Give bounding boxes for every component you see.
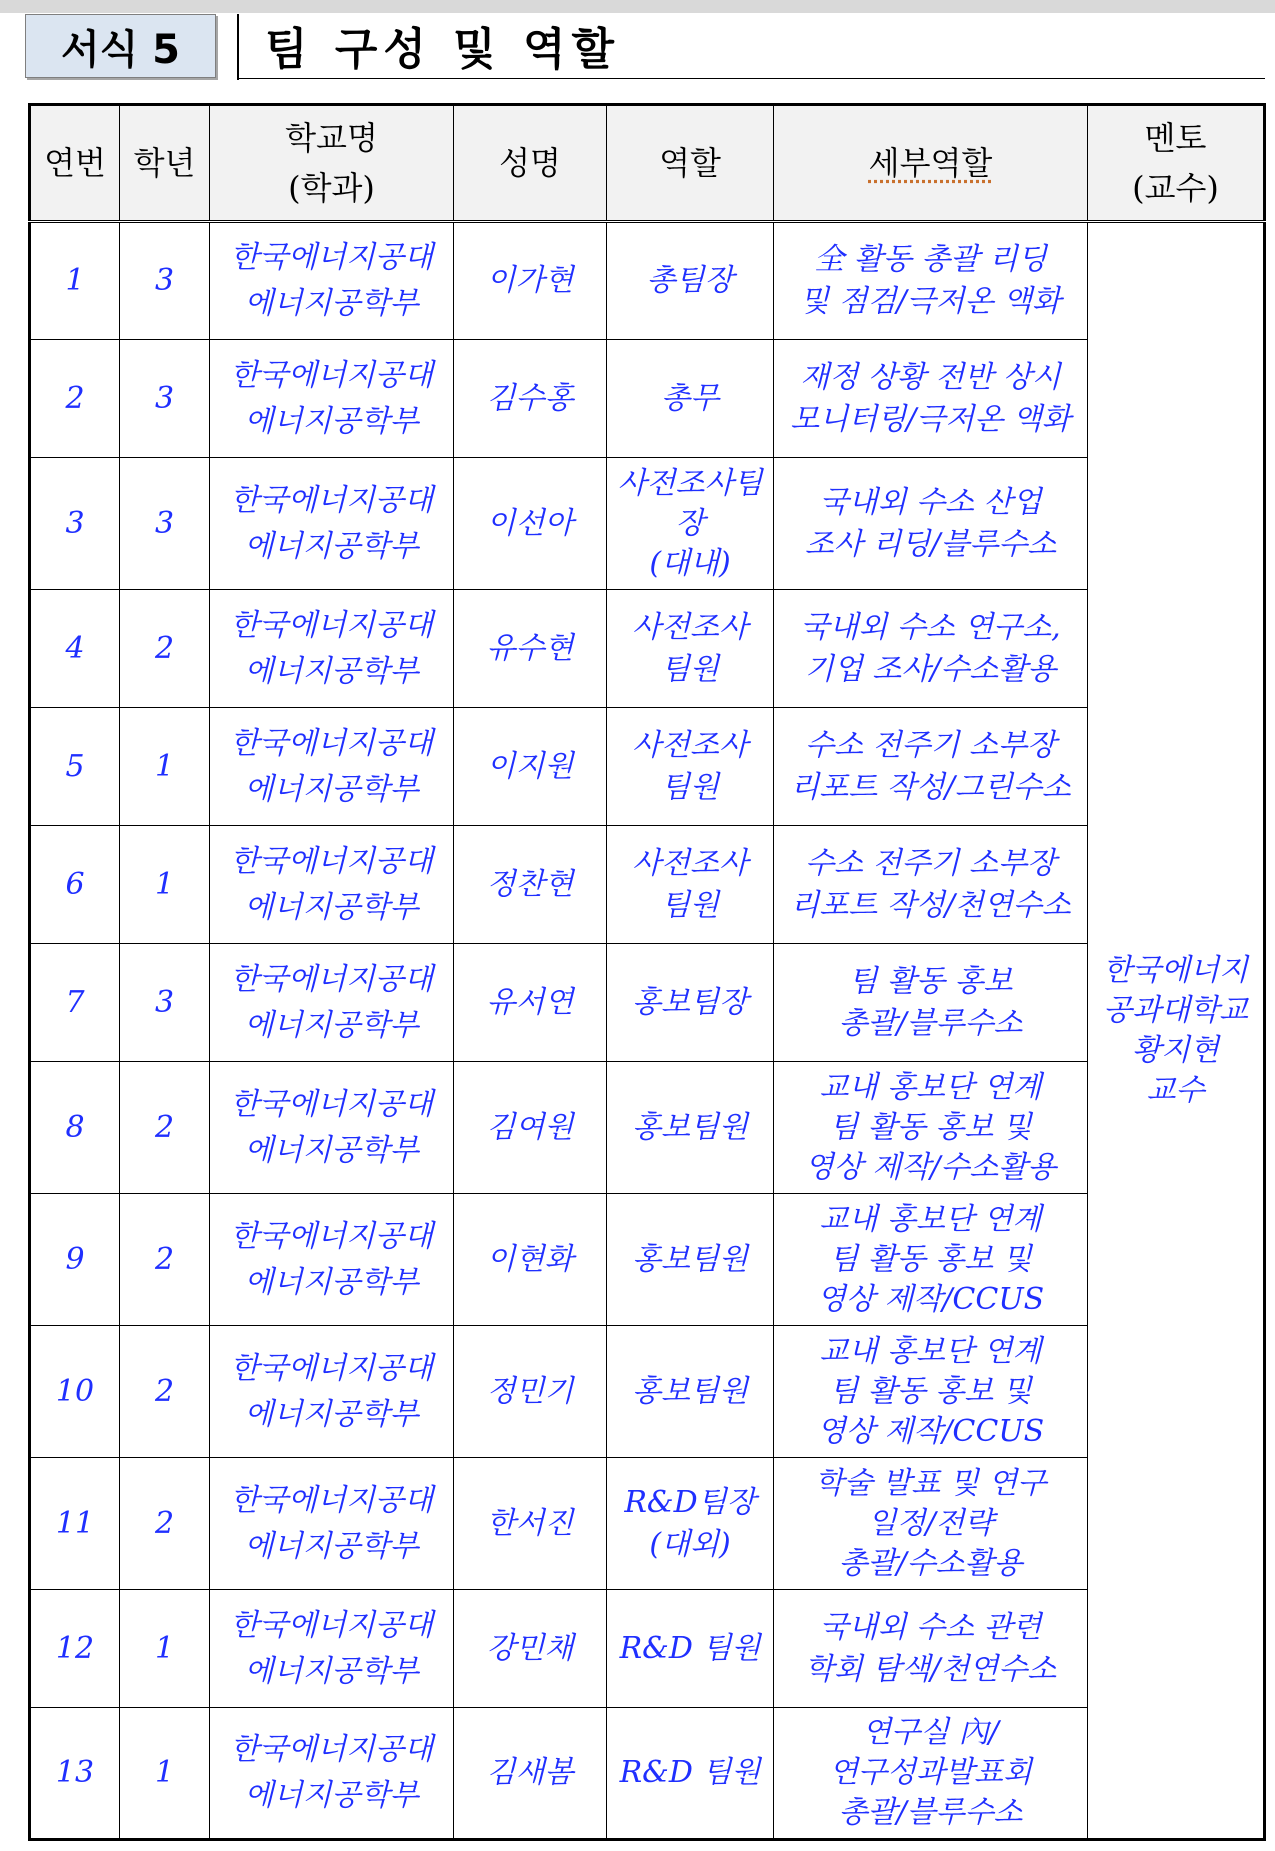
cell-role-line: 사전조사 bbox=[632, 727, 748, 763]
cell-school-line1: 한국에너지공대 bbox=[230, 240, 433, 275]
cell-detail-line: 수소 전주기 소부장 bbox=[805, 845, 1056, 881]
cell-grade: 1 bbox=[120, 826, 210, 944]
col-header-name: 성명 bbox=[454, 105, 607, 222]
cell-role-line: R&D 팀원 bbox=[619, 1755, 761, 1790]
cell-detail-line: 영상 제작/수소활용 bbox=[804, 1149, 1057, 1185]
mentor-line: 공과대학교 bbox=[1103, 992, 1248, 1028]
cell-school-line1: 한국에너지공대 bbox=[230, 607, 433, 643]
table-row bbox=[30, 1590, 1265, 1708]
cell-no: 4 bbox=[30, 590, 120, 708]
col-header-school bbox=[210, 105, 454, 222]
cell-school-line2: 에너지공학부 bbox=[244, 1132, 419, 1168]
cell-detail-line: 교내 홍보단 연계 bbox=[819, 1201, 1042, 1237]
cell-detail-line: 총괄/블루수소 bbox=[838, 1795, 1023, 1830]
cell-detail-line: 영상 제작/CCUS bbox=[816, 1281, 1045, 1317]
col-header-role: 역할 bbox=[607, 105, 774, 222]
cell-detail-line: 학술 발표 및 연구 bbox=[814, 1465, 1047, 1501]
cell-no: 3 bbox=[30, 458, 120, 590]
table-row bbox=[30, 1062, 1265, 1194]
cell-detail-line: 수소 전주기 소부장 bbox=[805, 727, 1056, 763]
table-row bbox=[30, 1708, 1265, 1840]
cell-detail bbox=[774, 944, 1088, 1062]
cell-detail bbox=[774, 222, 1088, 340]
cell-grade: 3 bbox=[120, 458, 210, 590]
mentor-line: 교수 bbox=[1146, 1072, 1205, 1108]
cell-grade: 2 bbox=[120, 1458, 210, 1590]
cell-role bbox=[607, 1590, 774, 1708]
cell-school bbox=[210, 222, 454, 340]
cell-grade: 1 bbox=[120, 708, 210, 826]
cell-grade: 3 bbox=[120, 944, 210, 1062]
mentor-line: 황지현 bbox=[1132, 1032, 1219, 1068]
cell-detail bbox=[774, 1590, 1088, 1708]
cell-role bbox=[607, 458, 774, 590]
cell-detail-line: 조사 리딩/블루수소 bbox=[804, 526, 1057, 562]
col-header-school-line2: (학과) bbox=[288, 169, 375, 207]
cell-detail-line: 리포트 작성/천연수소 bbox=[790, 887, 1071, 923]
cell-school-line2: 에너지공학부 bbox=[244, 286, 419, 321]
cell-detail bbox=[774, 590, 1088, 708]
document-title: 팀 구성 및 역할 bbox=[265, 24, 620, 75]
cell-name: 김여원 bbox=[454, 1062, 607, 1194]
table-row bbox=[30, 708, 1265, 826]
cell-detail-line: 및 점검/극저온 액화 bbox=[799, 284, 1062, 319]
cell-detail-line: 국내외 수소 산업 bbox=[819, 484, 1042, 520]
cell-school bbox=[210, 1458, 454, 1590]
cell-detail-line: 영상 제작/CCUS bbox=[816, 1413, 1045, 1449]
cell-role-line: 장 bbox=[675, 505, 705, 541]
table-row bbox=[30, 944, 1265, 1062]
cell-detail-line: 팀 활동 홍보 및 bbox=[829, 1373, 1032, 1409]
cell-school bbox=[210, 458, 454, 590]
cell-role bbox=[607, 222, 774, 340]
cell-name: 이가현 bbox=[454, 222, 607, 340]
cell-detail-line: 교내 홍보단 연계 bbox=[819, 1069, 1042, 1105]
cell-name: 유수현 bbox=[454, 590, 607, 708]
cell-school-line1: 한국에너지공대 bbox=[230, 357, 433, 393]
table-row bbox=[30, 1458, 1265, 1590]
cell-school-line2: 에너지공학부 bbox=[244, 771, 419, 807]
cell-role-line: 총무 bbox=[661, 380, 719, 416]
cell-school-line2: 에너지공학부 bbox=[244, 1778, 419, 1813]
cell-role bbox=[607, 826, 774, 944]
cell-role bbox=[607, 1326, 774, 1458]
cell-name: 이지원 bbox=[454, 708, 607, 826]
cell-school-line1: 한국에너지공대 bbox=[230, 725, 433, 761]
cell-detail-line: 총괄/수소활용 bbox=[838, 1545, 1023, 1581]
cell-no: 6 bbox=[30, 826, 120, 944]
cell-role-line: 총팀장 bbox=[646, 263, 734, 298]
title-underline bbox=[237, 78, 1265, 79]
cell-role bbox=[607, 1062, 774, 1194]
cell-role bbox=[607, 340, 774, 458]
cell-no: 2 bbox=[30, 340, 120, 458]
cell-school-line2: 에너지공학부 bbox=[244, 403, 419, 439]
team-table-body bbox=[30, 222, 1265, 1840]
cell-role-line: 사전조사 bbox=[632, 609, 748, 645]
mentor-line: 한국에너지 bbox=[1103, 952, 1248, 988]
cell-role-line: 홍보팀원 bbox=[632, 1373, 748, 1409]
cell-grade: 2 bbox=[120, 1326, 210, 1458]
cell-detail-line: 연구실 內/ bbox=[862, 1715, 999, 1750]
cell-mentor bbox=[1088, 222, 1265, 1840]
team-table bbox=[28, 103, 1266, 1841]
col-header-school-line1: 학교명 bbox=[285, 119, 378, 157]
cell-school-line1: 한국에너지공대 bbox=[230, 1482, 433, 1518]
table-row bbox=[30, 826, 1265, 944]
cell-name: 정찬현 bbox=[454, 826, 607, 944]
cell-detail-line: 연구성과발표회 bbox=[829, 1755, 1032, 1790]
cell-detail bbox=[774, 708, 1088, 826]
cell-name: 김새봄 bbox=[454, 1708, 607, 1840]
cell-detail-line: 팀 활동 홍보 bbox=[848, 963, 1013, 999]
cell-school-line2: 에너지공학부 bbox=[244, 653, 419, 689]
cell-role-line: 팀원 bbox=[661, 887, 719, 923]
cell-detail bbox=[774, 1708, 1088, 1840]
cell-school-line2: 에너지공학부 bbox=[244, 528, 419, 564]
col-header-detail bbox=[774, 105, 1088, 222]
cell-detail bbox=[774, 458, 1088, 590]
cell-school bbox=[210, 1062, 454, 1194]
cell-detail-line: 全 활동 총괄 리딩 bbox=[814, 242, 1047, 277]
cell-role-line: 사전조사팀 bbox=[617, 465, 763, 501]
cell-school-line2: 에너지공학부 bbox=[244, 1528, 419, 1564]
cell-no: 5 bbox=[30, 708, 120, 826]
table-row bbox=[30, 222, 1265, 340]
cell-role-line: R&D팀장 bbox=[624, 1484, 756, 1520]
cell-detail bbox=[774, 1194, 1088, 1326]
col-header-grade: 학년 bbox=[120, 105, 210, 222]
cell-role bbox=[607, 708, 774, 826]
cell-detail-line: 일정/전략 bbox=[867, 1505, 994, 1541]
cell-grade: 3 bbox=[120, 340, 210, 458]
cell-name: 김수홍 bbox=[454, 340, 607, 458]
cell-role bbox=[607, 1458, 774, 1590]
cell-name: 이선아 bbox=[454, 458, 607, 590]
form-label-badge: 서식 5 bbox=[25, 14, 216, 78]
table-row bbox=[30, 1326, 1265, 1458]
cell-school-line2: 에너지공학부 bbox=[244, 1264, 419, 1300]
cell-grade: 1 bbox=[120, 1590, 210, 1708]
cell-detail-line: 교내 홍보단 연계 bbox=[819, 1333, 1042, 1369]
cell-name: 유서연 bbox=[454, 944, 607, 1062]
cell-grade: 2 bbox=[120, 1062, 210, 1194]
cell-role-line: 사전조사 bbox=[632, 845, 748, 881]
cell-detail-line: 국내외 수소 연구소, bbox=[800, 609, 1061, 645]
cell-school bbox=[210, 340, 454, 458]
cell-detail bbox=[774, 1458, 1088, 1590]
cell-detail-line: 모니터링/극저온 액화 bbox=[790, 401, 1071, 437]
table-row bbox=[30, 340, 1265, 458]
cell-role bbox=[607, 944, 774, 1062]
cell-no: 7 bbox=[30, 944, 120, 1062]
cell-detail-line: 재정 상황 전반 상시 bbox=[800, 359, 1061, 395]
cell-school bbox=[210, 944, 454, 1062]
cell-role-line: 홍보팀원 bbox=[632, 1241, 748, 1277]
cell-school-line1: 한국에너지공대 bbox=[230, 1086, 433, 1122]
cell-role-line: 홍보팀장 bbox=[632, 984, 748, 1020]
col-header-mentor-line2: (교수) bbox=[1132, 169, 1219, 207]
cell-role-line: 팀원 bbox=[661, 651, 719, 687]
table-row bbox=[30, 458, 1265, 590]
cell-no: 1 bbox=[30, 222, 120, 340]
cell-name: 한서진 bbox=[454, 1458, 607, 1590]
cell-role bbox=[607, 1194, 774, 1326]
cell-detail-line: 팀 활동 홍보 및 bbox=[829, 1109, 1032, 1145]
cell-name: 이현화 bbox=[454, 1194, 607, 1326]
cell-school-line1: 한국에너지공대 bbox=[230, 843, 433, 879]
cell-detail-line: 팀 활동 홍보 및 bbox=[829, 1241, 1032, 1277]
cell-school-line1: 한국에너지공대 bbox=[230, 482, 433, 518]
col-header-mentor-line1: 멘토 bbox=[1144, 119, 1207, 157]
cell-school bbox=[210, 1708, 454, 1840]
cell-role-line: 팀원 bbox=[661, 769, 719, 805]
cell-role bbox=[607, 1708, 774, 1840]
table-header-row bbox=[30, 105, 1265, 222]
cell-school bbox=[210, 590, 454, 708]
cell-no: 8 bbox=[30, 1062, 120, 1194]
col-header-no: 연번 bbox=[30, 105, 120, 222]
cell-grade: 2 bbox=[120, 1194, 210, 1326]
cell-detail bbox=[774, 340, 1088, 458]
cell-no: 10 bbox=[30, 1326, 120, 1458]
cell-role-line: R&D 팀원 bbox=[619, 1630, 761, 1666]
cell-school bbox=[210, 1326, 454, 1458]
cell-no: 12 bbox=[30, 1590, 120, 1708]
cell-detail-line: 리포트 작성/그린수소 bbox=[790, 769, 1071, 805]
title-divider bbox=[237, 14, 239, 80]
cell-name: 강민채 bbox=[454, 1590, 607, 1708]
cell-school bbox=[210, 826, 454, 944]
cell-school-line1: 한국에너지공대 bbox=[230, 1607, 433, 1643]
cell-detail bbox=[774, 826, 1088, 944]
cell-role-line: (대외) bbox=[649, 1526, 731, 1562]
cell-role-line: 홍보팀원 bbox=[632, 1109, 748, 1145]
cell-school-line2: 에너지공학부 bbox=[244, 1007, 419, 1043]
cell-name: 정민기 bbox=[454, 1326, 607, 1458]
cell-school-line2: 에너지공학부 bbox=[244, 1653, 419, 1689]
table-row bbox=[30, 1194, 1265, 1326]
cell-detail-line: 총괄/블루수소 bbox=[838, 1005, 1023, 1041]
cell-no: 13 bbox=[30, 1708, 120, 1840]
cell-role bbox=[607, 590, 774, 708]
cell-detail-line: 학회 탐색/천연수소 bbox=[804, 1651, 1057, 1687]
cell-school-line2: 에너지공학부 bbox=[244, 889, 419, 925]
cell-no: 9 bbox=[30, 1194, 120, 1326]
cell-role-line: (대내) bbox=[649, 545, 731, 581]
cell-no: 11 bbox=[30, 1458, 120, 1590]
col-header-detail-text: 세부역할 bbox=[868, 144, 993, 182]
cell-school-line1: 한국에너지공대 bbox=[230, 1218, 433, 1254]
cell-school bbox=[210, 1590, 454, 1708]
cell-school-line1: 한국에너지공대 bbox=[230, 961, 433, 997]
col-header-mentor bbox=[1088, 105, 1265, 222]
cell-grade: 2 bbox=[120, 590, 210, 708]
cell-school-line2: 에너지공학부 bbox=[244, 1396, 419, 1432]
cell-school bbox=[210, 1194, 454, 1326]
table-row bbox=[30, 590, 1265, 708]
cell-school bbox=[210, 708, 454, 826]
cell-grade: 1 bbox=[120, 1708, 210, 1840]
top-bar bbox=[0, 0, 1275, 13]
cell-school-line1: 한국에너지공대 bbox=[230, 1732, 433, 1767]
cell-grade: 3 bbox=[120, 222, 210, 340]
cell-detail-line: 국내외 수소 관련 bbox=[819, 1609, 1042, 1645]
cell-detail bbox=[774, 1062, 1088, 1194]
cell-detail bbox=[774, 1326, 1088, 1458]
cell-detail-line: 기업 조사/수소활용 bbox=[804, 651, 1057, 687]
cell-school-line1: 한국에너지공대 bbox=[230, 1350, 433, 1386]
